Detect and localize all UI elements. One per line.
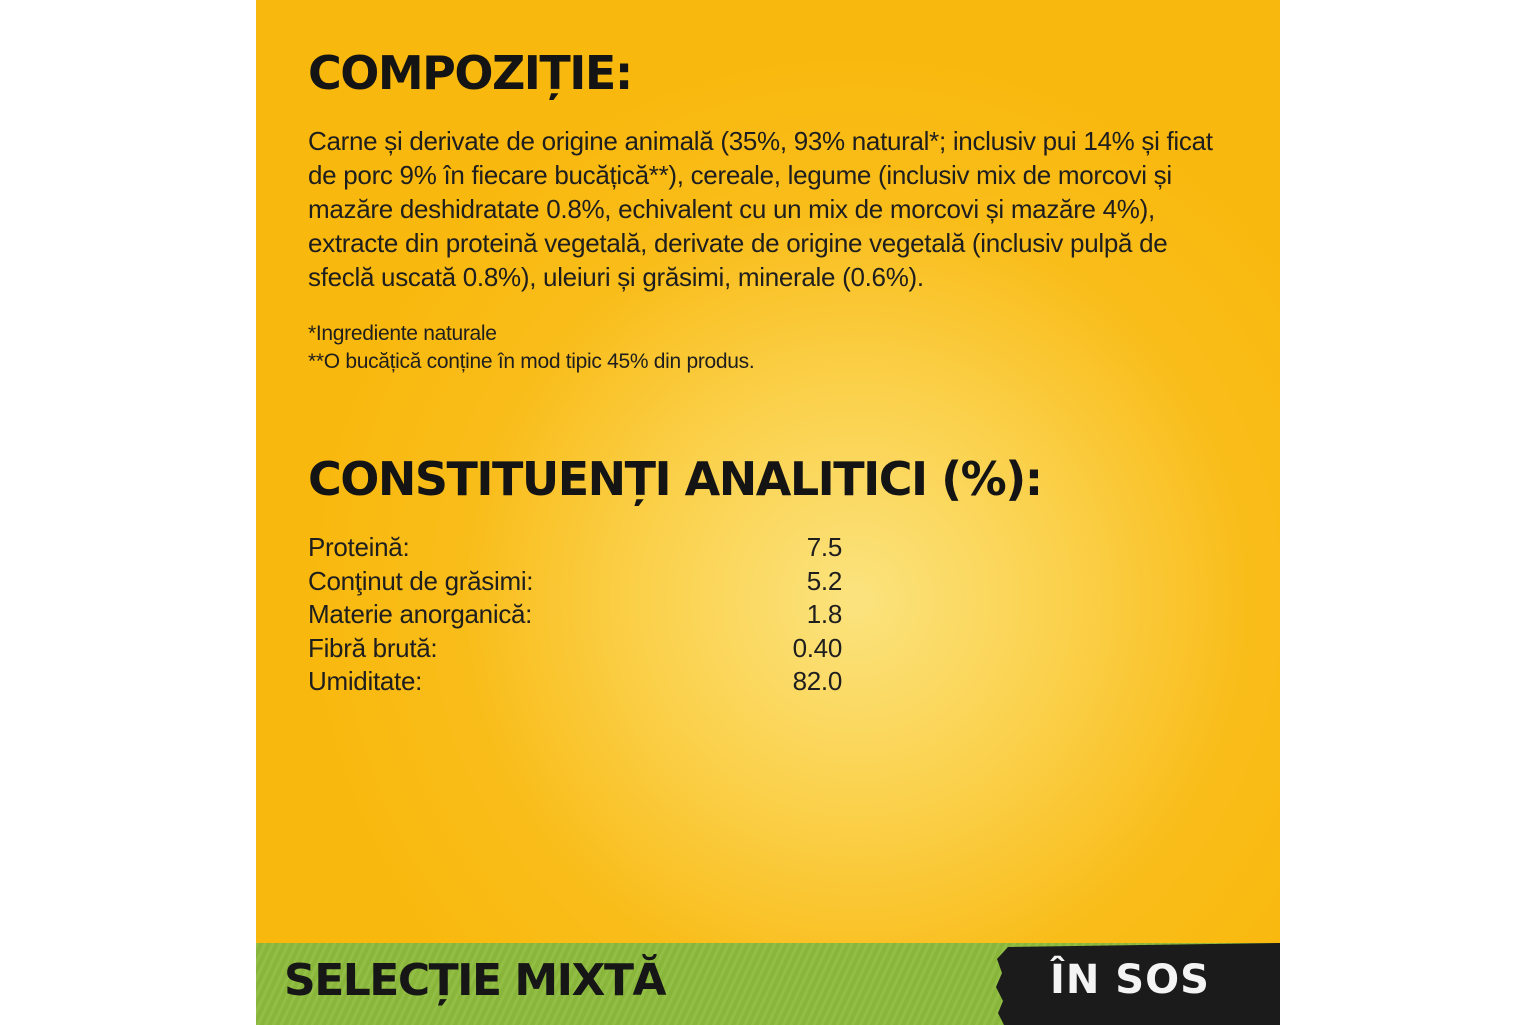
- variant-label: SELECȚIE MIXTĂ: [284, 955, 666, 1006]
- analytic-value: 82.0: [792, 666, 842, 696]
- variant-banner: [256, 943, 1280, 1025]
- analytic-row-fibre: [308, 632, 842, 666]
- analytic-label: Fibră brută:: [308, 632, 438, 663]
- composition-text: Carne și derivate de origine animală (35%, 93% natural*; inclusiv pui 14% și ficat de porc 9% în fiecare bucățică**), cereale, legume (inclusiv mix de morcovi și mazăre deshidratate 0.8%, echivalent cu un mix de morcovi și mazăre 4%), extracte din proteină vegetală, derivate de origine vegetală (inclusiv pulpă de sfeclă uscată 0.8%), uleiuri și grăsimi, minerale (0.6%).: [308, 126, 1213, 292]
- analytic-value: 7.5: [806, 532, 842, 562]
- analytic-row-inorganic: [308, 598, 842, 632]
- footnote-piece: **O bucățică conține în mod tipic 45% din produs.: [308, 350, 755, 373]
- analytic-row-protein: [308, 531, 842, 565]
- analytic-label: Umiditate:: [308, 666, 423, 696]
- analytic-row-moisture: [308, 665, 842, 699]
- footnotes: [308, 320, 1008, 376]
- sauce-badge: [994, 943, 1280, 1025]
- analytic-label: Conţinut de grăsimi:: [308, 565, 534, 596]
- analytic-value: 1.8: [806, 599, 842, 629]
- footnote-natural: *Ingrediente naturale: [308, 322, 497, 345]
- analytic-label: Materie anorganică:: [308, 599, 533, 629]
- sauce-label: ÎN SOS: [1050, 957, 1210, 1003]
- product-info-panel: [256, 0, 1280, 1025]
- analytic-heading: CONSTITUENȚI ANALITICI (%):: [308, 452, 1042, 506]
- composition-heading: COMPOZIȚIE:: [308, 46, 632, 100]
- analytic-row-fat: [308, 565, 842, 599]
- analytic-value: 0.40: [792, 632, 842, 663]
- analytic-table: [308, 531, 842, 699]
- analytic-value: 5.2: [806, 565, 842, 596]
- analytic-label: Proteină:: [308, 532, 410, 562]
